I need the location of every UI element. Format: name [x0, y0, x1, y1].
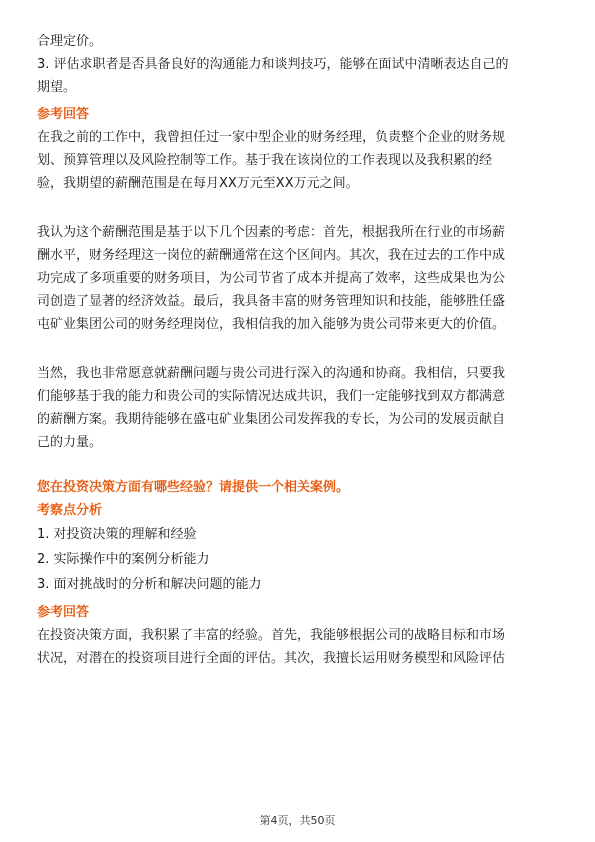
text-line: 合理定价。	[37, 34, 103, 49]
analysis-point-1: 1. 对投资决策的理解和经验	[37, 527, 197, 542]
answer-paragraph-4: 在投资决策方面，我积累了丰富的经验。首先，我能够根据公司的战略目标和市场 状况，对潜在的投资项目进行全面的评估。其次，我擅长运用财务模型和风险评估	[37, 628, 506, 666]
answer-paragraph-1: 在我之前的工作中，我曾担任过一家中型企业的财务经理，负责整个企业的财务规 划、预算管理以及风险控制等工作。基于我在该岗位的工作表现以及我积累的经 验，我期望的薪酬范围是在每月XX万元至XX万元之间。	[37, 130, 506, 191]
page-number: 第4页，共50页	[259, 814, 336, 827]
page-content	[37, 30, 561, 670]
eval-point-3: 3. 评估求职者是否具备良好的沟通能力和谈判技巧，能够在面试中清晰表达自己的 期望。	[37, 57, 509, 95]
answer-paragraph-2: 我认为这个薪酬范围是基于以下几个因素的考虑：首先，根据我所在行业的市场薪 酬水平，财务经理这一岗位的薪酬通常在这个区间内。其次，我在过去的工作中成 功完成了多项重要的财务项目，为公司节省了成本并提高了效率，这些成果也为公 司创造了显著的经济效益。最后，我具备丰富的财务管理知识和技能，能够胜任盛 屯矿业集团公司的财务经理岗位，我相信我的加入能够为贵公司带来更大的价值。	[37, 225, 506, 332]
analysis-point-3: 3. 面对挑战时的分析和解决问题的能力	[37, 577, 262, 592]
question-title: 您在投资决策方面有哪些经验？请提供一个相关案例。	[37, 480, 350, 495]
analysis-heading: 考察点分析	[37, 503, 103, 518]
reference-answer-heading-2: 参考回答	[37, 605, 90, 620]
answer-paragraph-3: 当然，我也非常愿意就薪酬问题与贵公司进行深入的沟通和协商。我相信，只要我 们能够基于我的能力和贵公司的实际情况达成共识，我们一定能够找到双方都满意 的薪酬方案。我期待能够在盛屯矿业集团公司发挥我的专长，为公司的发展贡献自 己的力量。	[37, 366, 506, 450]
reference-answer-heading: 参考回答	[37, 107, 90, 122]
analysis-point-2: 2. 实际操作中的案例分析能力	[37, 552, 210, 567]
